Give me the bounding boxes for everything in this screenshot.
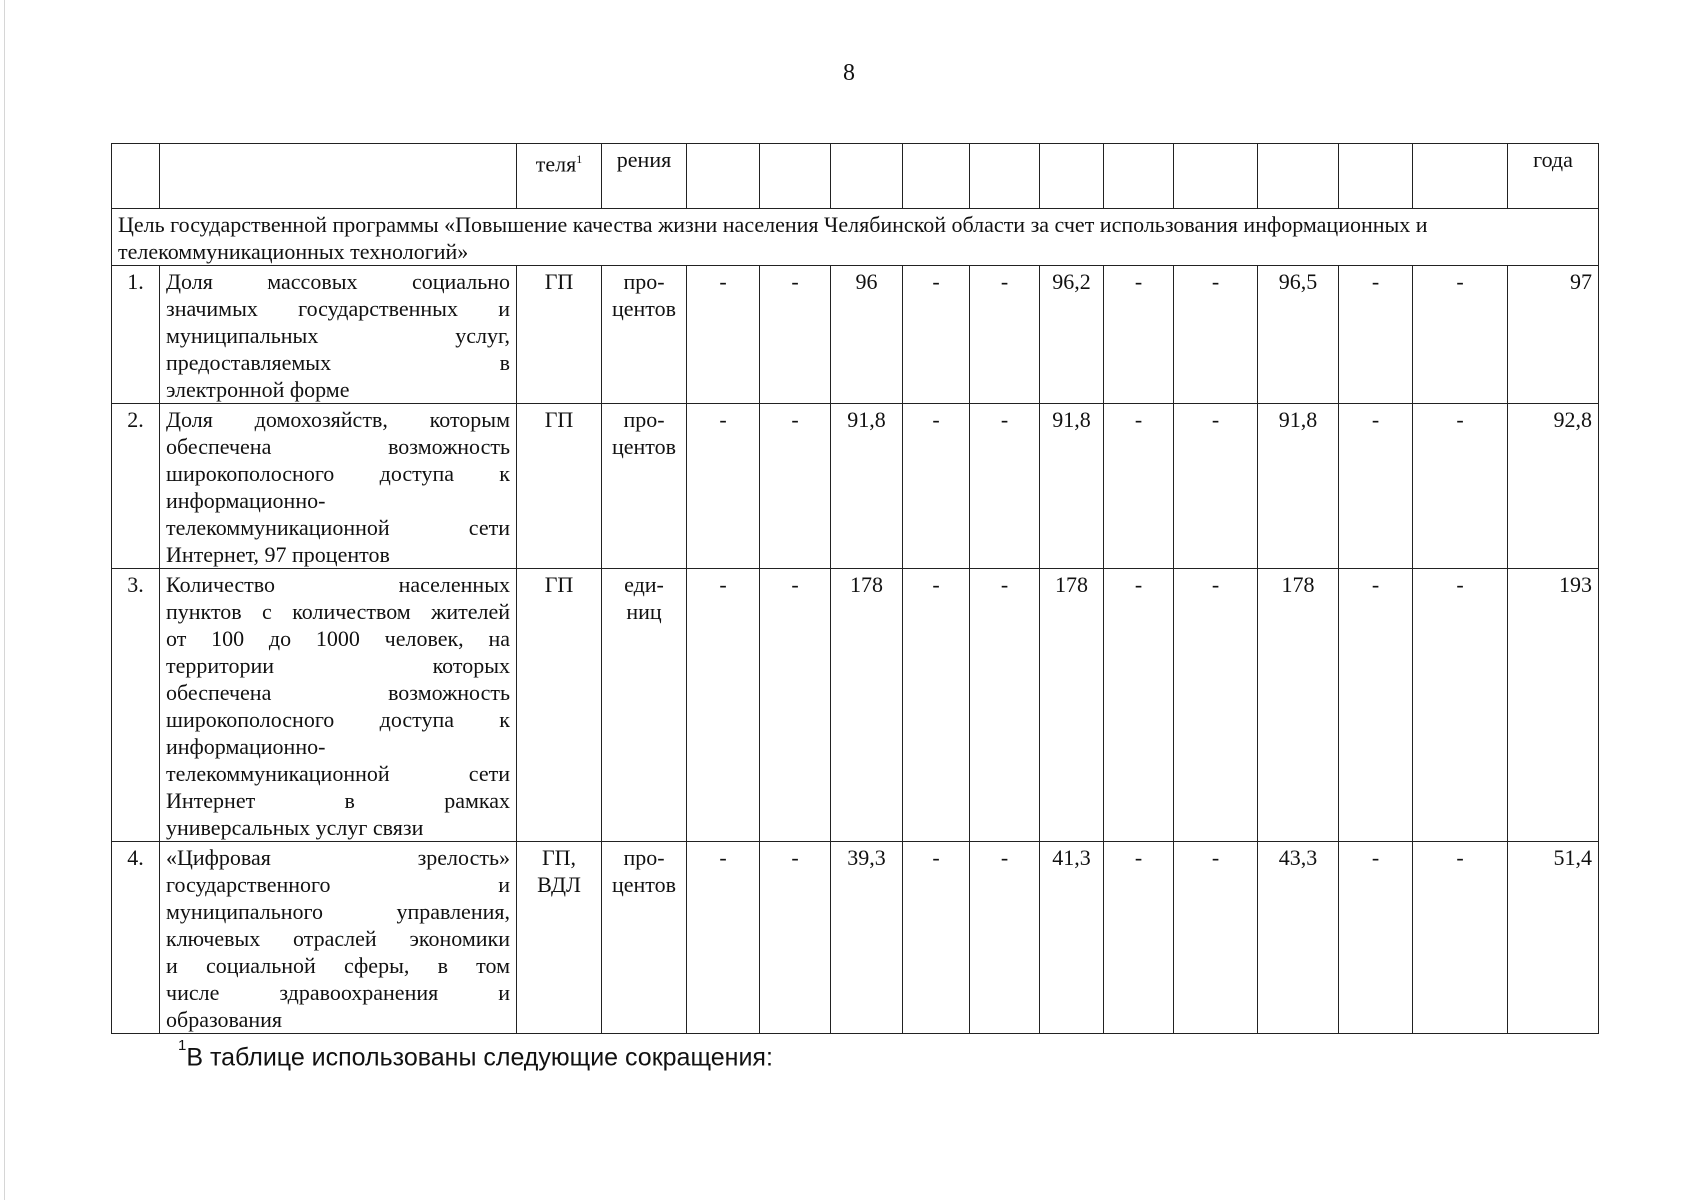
- indicator-value: -: [1104, 404, 1174, 569]
- indicator-value: -: [903, 842, 970, 1034]
- indicator-value: -: [1413, 404, 1508, 569]
- indicator-value: -: [1339, 842, 1413, 1034]
- indicator-name-line: от 100 до 1000 человек, на: [166, 626, 510, 651]
- indicator-name-line: предоставляемых в: [166, 350, 510, 375]
- indicator-value: 91,8: [1258, 404, 1339, 569]
- indicator-value: -: [1174, 569, 1258, 842]
- footnote-text: В таблице использованы следующие сокращения:: [186, 1043, 773, 1072]
- indicator-value: -: [970, 266, 1040, 404]
- indicator-name-line: универсальных услуг связи: [166, 815, 424, 840]
- indicator-name-line: информационно-: [166, 488, 326, 513]
- indicator-name-line: ключевых отраслей экономики: [166, 926, 510, 951]
- indicator-name-line: широкополосного доступа к: [166, 707, 510, 732]
- indicator-source-line: ГП,: [541, 845, 577, 870]
- header-cell-empty: [1413, 144, 1508, 209]
- indicator-value: -: [1104, 569, 1174, 842]
- indicator-value: 39,3: [831, 842, 903, 1034]
- indicator-value: -: [970, 404, 1040, 569]
- indicator-value: -: [1174, 266, 1258, 404]
- indicator-value: -: [1339, 266, 1413, 404]
- indicator-name-line: муниципального управления,: [166, 899, 510, 924]
- indicator-value: -: [1413, 842, 1508, 1034]
- indicator-name-line: электронной форме: [166, 377, 350, 402]
- header-cell-empty: [760, 144, 831, 209]
- goal-text: Цель государственной программы «Повышение качества жизни населения Челябинской области за счет использования информационных и телекоммуникационных технологий»: [112, 209, 1599, 266]
- indicator-unit-line: про-: [623, 845, 665, 870]
- indicator-unit-line: еди-: [624, 572, 664, 597]
- indicator-name-line: и социальной сферы, в том: [166, 953, 510, 978]
- indicator-unit: [602, 404, 687, 569]
- indicator-value: -: [1413, 569, 1508, 842]
- indicator-name-line: «Цифровая зрелость»: [166, 845, 510, 870]
- indicator-value: -: [760, 842, 831, 1034]
- indicator-name-line: муниципальных услуг,: [166, 323, 510, 348]
- indicator-name-line: широкополосного доступа к: [166, 461, 510, 486]
- header-cell-empty: [1339, 144, 1413, 209]
- indicator-value: 92,8: [1508, 404, 1599, 569]
- header-cell-unit: рения: [602, 144, 687, 209]
- indicator-value: 96,2: [1040, 266, 1104, 404]
- indicator-value: -: [903, 404, 970, 569]
- indicator-name-line: территории которых: [166, 653, 510, 678]
- indicator-source: ГП: [517, 266, 602, 404]
- indicator-value: -: [1413, 266, 1508, 404]
- indicator-name-line: обеспечена возможность: [166, 434, 510, 459]
- table-row: [112, 266, 1599, 404]
- indicator-value: 96,5: [1258, 266, 1339, 404]
- indicator-unit-line: про-: [623, 269, 665, 294]
- footnote-marker: 1: [178, 1037, 187, 1054]
- indicator-name-line: значимых государственных и: [166, 296, 510, 321]
- header-cell-year: года: [1508, 144, 1599, 209]
- header-cell-name: [160, 144, 517, 209]
- indicator-value: -: [903, 569, 970, 842]
- indicator-value: 41,3: [1040, 842, 1104, 1034]
- indicator-value: -: [1174, 842, 1258, 1034]
- indicator-value: -: [760, 404, 831, 569]
- indicator-name-line: государственного и: [166, 872, 510, 897]
- indicator-unit-line: центов: [611, 434, 677, 459]
- table-header-row: [112, 144, 1599, 209]
- indicator-value: -: [903, 266, 970, 404]
- page-number: 8: [843, 60, 855, 86]
- indicator-value: -: [687, 842, 760, 1034]
- indicator-value: 193: [1508, 569, 1599, 842]
- header-cell-num: [112, 144, 160, 209]
- indicator-value: 97: [1508, 266, 1599, 404]
- indicator-source: ГП: [517, 569, 602, 842]
- indicator-unit: [602, 569, 687, 842]
- indicator-value: 91,8: [831, 404, 903, 569]
- indicator-unit: [602, 842, 687, 1034]
- table-row: [112, 842, 1599, 1034]
- indicator-value: -: [970, 569, 1040, 842]
- indicator-value: -: [687, 404, 760, 569]
- indicator-value: -: [1174, 404, 1258, 569]
- header-cell-empty: [1258, 144, 1339, 209]
- indicator-value: 178: [1040, 569, 1104, 842]
- indicator-value: 43,3: [1258, 842, 1339, 1034]
- indicator-value: 96: [831, 266, 903, 404]
- row-number: 2.: [112, 404, 160, 569]
- header-cell-empty: [1040, 144, 1104, 209]
- indicator-name-line: телекоммуникационной сети: [166, 515, 510, 540]
- row-number: 3.: [112, 569, 160, 842]
- indicator-unit-line: про-: [623, 407, 665, 432]
- row-number: 1.: [112, 266, 160, 404]
- row-number: 4.: [112, 842, 160, 1034]
- indicator-value: -: [687, 266, 760, 404]
- indicator-value: -: [970, 842, 1040, 1034]
- header-cell-empty: [970, 144, 1040, 209]
- scan-edge-line: [4, 0, 5, 1200]
- table-row: [112, 569, 1599, 842]
- indicator-source: ГП: [517, 404, 602, 569]
- header-cell-empty: [1174, 144, 1258, 209]
- indicator-name: [160, 569, 517, 842]
- indicator-name-line: телекоммуникационной сети: [166, 761, 510, 786]
- indicator-name: [160, 266, 517, 404]
- indicator-name-line: числе здравоохранения и: [166, 980, 510, 1005]
- footnote: [178, 1037, 773, 1072]
- indicator-name-line: Доля массовых социально: [166, 269, 510, 294]
- indicators-table: [111, 143, 1599, 1034]
- header-cell-source: теля$^1$: [517, 144, 602, 209]
- indicator-value: 178: [1258, 569, 1339, 842]
- indicator-name-line: образования: [166, 1007, 283, 1032]
- indicator-unit: [602, 266, 687, 404]
- indicator-name-line: информационно-: [166, 734, 326, 759]
- indicator-value: -: [687, 569, 760, 842]
- goal-row: [112, 209, 1599, 266]
- indicator-value: -: [1104, 842, 1174, 1034]
- indicator-name-line: обеспечена возможность: [166, 680, 510, 705]
- header-cell-empty: [687, 144, 760, 209]
- indicator-name-line: Интернет, 97 процентов: [166, 542, 390, 567]
- indicator-value: 91,8: [1040, 404, 1104, 569]
- header-cell-empty: [1104, 144, 1174, 209]
- indicator-value: -: [1339, 404, 1413, 569]
- indicator-unit-line: центов: [611, 296, 677, 321]
- indicator-value: 51,4: [1508, 842, 1599, 1034]
- header-cell-empty: [903, 144, 970, 209]
- indicator-unit-line: центов: [611, 872, 677, 897]
- header-cell-empty: [831, 144, 903, 209]
- indicator-unit-line: ниц: [626, 599, 662, 624]
- indicator-value: -: [760, 569, 831, 842]
- indicator-name-line: Количество населенных: [166, 572, 510, 597]
- indicator-value: -: [760, 266, 831, 404]
- indicator-name: [160, 842, 517, 1034]
- indicator-name-line: Интернет в рамках: [166, 788, 510, 813]
- indicator-value: -: [1339, 569, 1413, 842]
- indicator-name: [160, 404, 517, 569]
- indicator-value: -: [1104, 266, 1174, 404]
- indicator-name-line: Доля домохозяйств, которым: [166, 407, 510, 432]
- indicator-source: [517, 842, 602, 1034]
- indicator-source-line: ВДЛ: [537, 872, 581, 897]
- indicator-value: 178: [831, 569, 903, 842]
- indicator-name-line: пунктов с количеством жителей: [166, 599, 510, 624]
- table-row: [112, 404, 1599, 569]
